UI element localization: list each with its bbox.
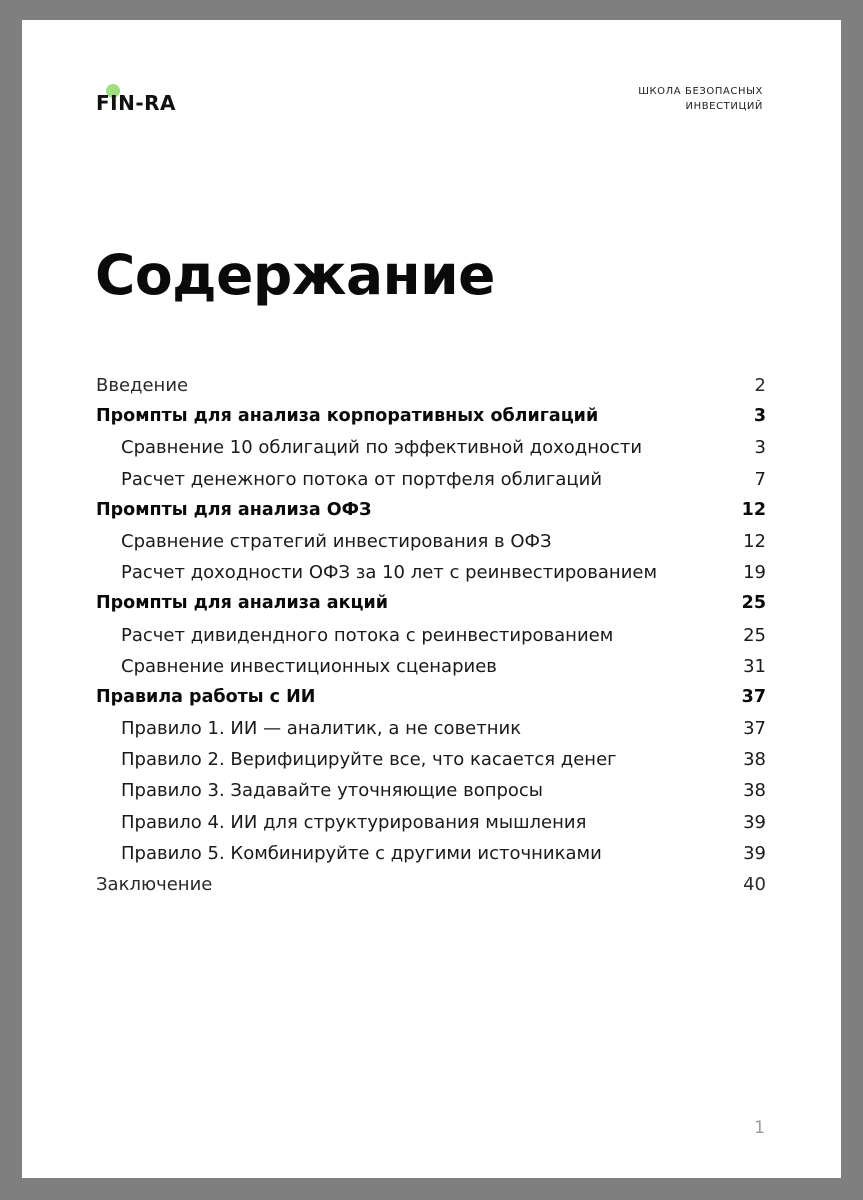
fin-ra-logo <box>96 90 176 116</box>
page-number: 1 <box>754 1118 765 1138</box>
toc-entry[interactable] <box>96 464 766 495</box>
toc-entry-page: 19 <box>743 562 766 584</box>
toc-entry-label: Правило 2. Верифицируйте все, что касается денег <box>121 749 617 771</box>
toc-entry-label: Введение <box>96 375 189 396</box>
school-name-line-2: ИНВЕСТИЦИЙ <box>685 101 763 112</box>
toc-entry-label: Расчет доходности ОФЗ за 10 лет с реинвестированием <box>121 562 658 584</box>
document-page <box>22 20 841 1178</box>
toc-entry-label: Сравнение 10 облигаций по эффективной доходности <box>121 437 643 459</box>
toc-entry-label: Правило 5. Комбинируйте с другими источниками <box>121 842 602 864</box>
toc-entry-page: 2 <box>754 375 766 396</box>
school-name <box>638 84 763 114</box>
toc-entry-page: 7 <box>754 468 766 490</box>
toc-entry[interactable] <box>96 495 766 526</box>
toc-entry-page: 12 <box>741 499 766 520</box>
toc-entry[interactable] <box>96 432 766 463</box>
toc-entry-label: Расчет дивидендного потока с реинвестированием <box>121 624 614 646</box>
toc-entry[interactable] <box>96 526 766 557</box>
toc-entry[interactable] <box>96 557 766 588</box>
toc-entry-page: 3 <box>754 437 766 459</box>
toc-entry[interactable] <box>96 588 766 619</box>
toc-entry[interactable] <box>96 620 766 651</box>
toc-entry-page: 39 <box>743 811 766 833</box>
toc-entry-page: 12 <box>743 530 766 552</box>
toc-entry-label: Сравнение стратегий инвестирования в ОФЗ <box>121 530 552 552</box>
toc-entry-label: Заключение <box>96 874 213 895</box>
toc-entry-page: 37 <box>741 686 766 707</box>
toc-entry-page: 40 <box>743 874 766 895</box>
toc-entry[interactable] <box>96 869 766 900</box>
toc-entry[interactable] <box>96 838 766 869</box>
toc-entry-label: Правило 1. ИИ — аналитик, а не советник <box>121 718 522 740</box>
toc-entry-page: 38 <box>743 749 766 771</box>
toc-entry-page: 38 <box>743 780 766 802</box>
toc-entry-label: Промпты для анализа акций <box>96 593 388 614</box>
toc-entry-page: 39 <box>743 842 766 864</box>
toc-entry[interactable] <box>96 651 766 682</box>
toc-entry[interactable] <box>96 401 766 432</box>
toc-entry-label: Правило 3. Задавайте уточняющие вопросы <box>121 780 544 802</box>
toc-entry[interactable] <box>96 370 766 401</box>
toc-entry-page: 3 <box>753 406 766 427</box>
toc-entry[interactable] <box>96 807 766 838</box>
toc-entry-label: Правила работы с ИИ <box>96 686 316 707</box>
school-name-line-1: ШКОЛА БЕЗОПАСНЫХ <box>638 86 763 97</box>
toc-entry-page: 37 <box>743 718 766 740</box>
toc-entry-label: Правило 4. ИИ для структурирования мышления <box>121 811 587 833</box>
toc-entry-label: Промпты для анализа ОФЗ <box>96 499 372 520</box>
toc-entry[interactable] <box>96 775 766 806</box>
toc-entry-label: Сравнение инвестиционных сценариев <box>121 655 497 677</box>
toc-entry[interactable] <box>96 713 766 744</box>
page-title: Содержание <box>95 243 495 307</box>
toc-entry-page: 31 <box>743 655 766 677</box>
logo-text: FIN-RA <box>96 91 177 115</box>
table-of-contents <box>96 370 766 900</box>
toc-entry-label: Расчет денежного потока от портфеля облигаций <box>121 468 603 490</box>
toc-entry-label: Промпты для анализа корпоративных облигаций <box>96 406 599 427</box>
toc-entry[interactable] <box>96 682 766 713</box>
toc-entry[interactable] <box>96 744 766 775</box>
toc-entry-page: 25 <box>741 593 766 614</box>
toc-entry-page: 25 <box>743 624 766 646</box>
